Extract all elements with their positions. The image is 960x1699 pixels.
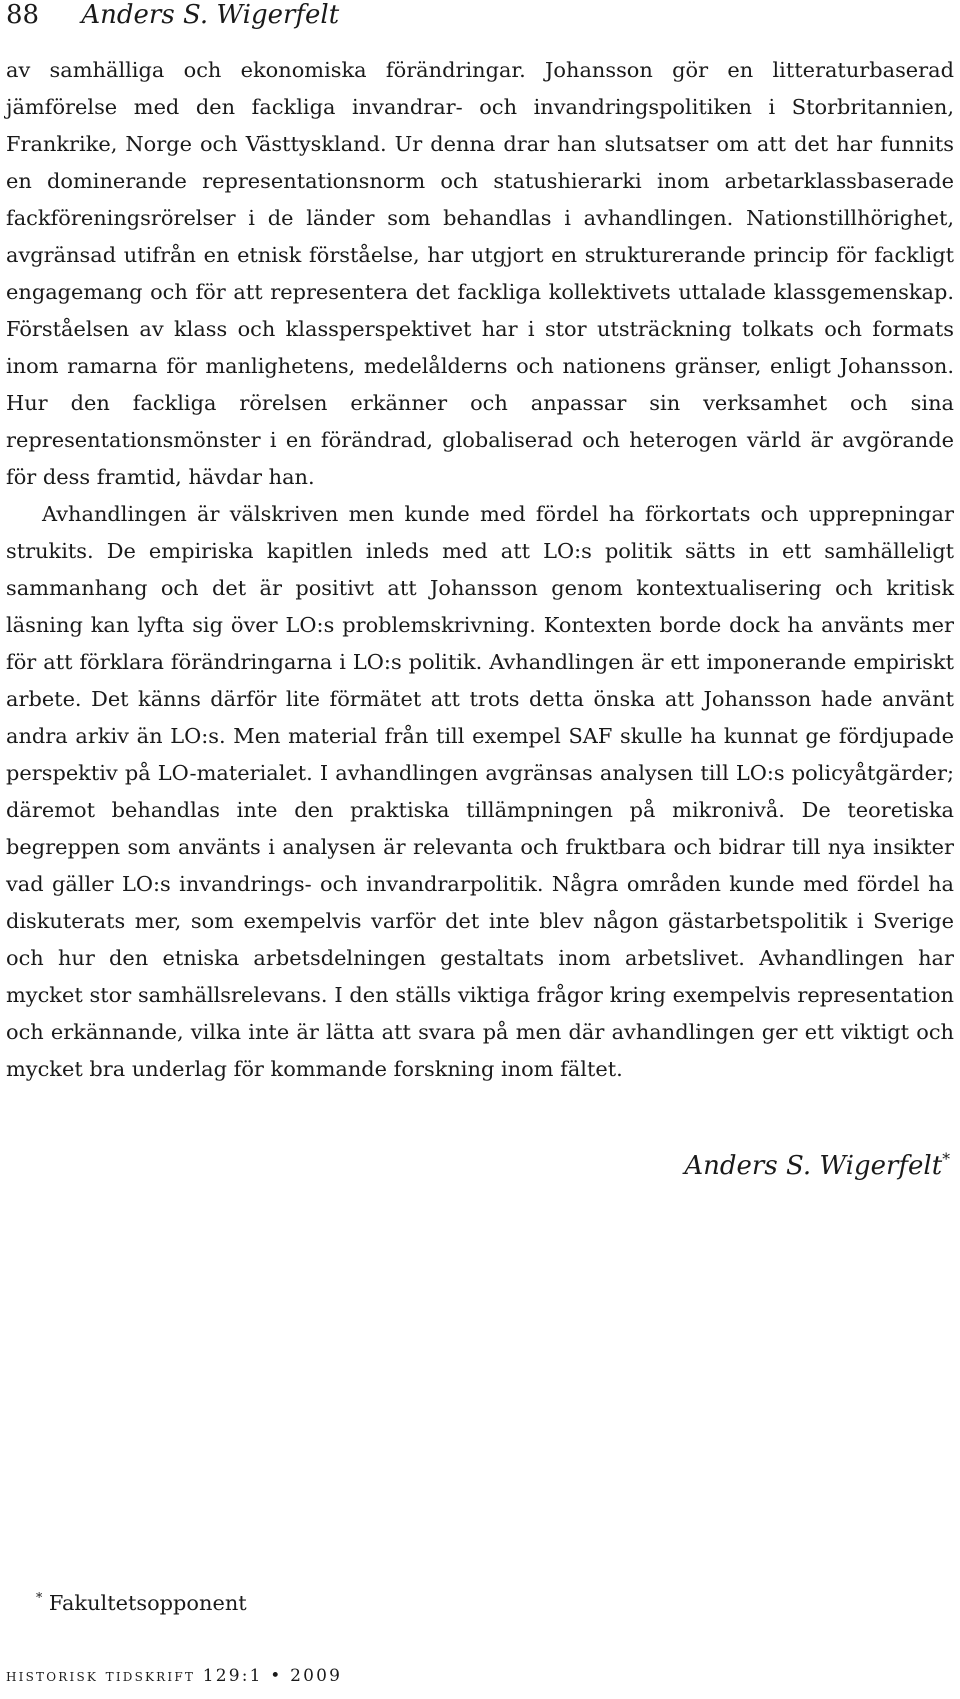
signature-footnote-mark: * (942, 1150, 950, 1169)
journal-footer: historisk tidskrift 129:1 • 2009 (6, 1666, 343, 1686)
signature-name: Anders S. Wigerfelt (684, 1151, 943, 1181)
page-number: 88 (6, 0, 40, 30)
body-text (6, 52, 954, 1088)
footnote (36, 1590, 247, 1616)
footnote-text: Fakultetsopponent (48, 1591, 247, 1615)
author-signature (684, 1150, 950, 1182)
paragraph: Avhandlingen är välskriven men kunde med fördel ha förkortats och upprepningar strukits. De empiriska kapitlen inleds med att LO:s politik sätts in ett samhälleligt sammanhang och det är positivt att Johansson genom kontextualisering och kritisk läsning kan lyfta sig över LO:s problemskrivning. Kontexten borde dock ha använts mer för att förklara förändringarna i LO:s politik. Avhandlingen är ett imponerande empiriskt arbete. Det känns därför lite förmätet att trots detta önska att Johansson hade använt andra arkiv än LO:s. Men material från till exempel SAF skulle ha kunnat ge fördjupade perspektiv på LO-materialet. I avhandlingen avgränsas analysen till LO:s policyåtgärder; däremot behandlas inte den praktiska tillämpningen på mikronivå. De teoretiska begreppen som använts i analysen är relevanta och fruktbara och bidrar till nya insikter vad gäller LO:s invandrings- och invandrarpolitik. Några områden kunde med fördel ha diskuterats mer, som exempelvis varför det inte blev någon gästarbetspolitik i Sverige och hur den etniska arbetsdelningen gestaltats inom arbetslivet. Avhandlingen har mycket stor samhällsrelevans. I den ställs viktiga frågor kring exempelvis representation och erkännande, vilka inte är lätta att svara på men där avhandlingen ger ett viktigt och mycket bra underlag för kommande forskning inom fältet. (6, 502, 954, 1081)
running-header (6, 0, 339, 30)
paragraph: av samhälliga och ekonomiska förändringar. Johansson gör en litteraturbaserad jämförelse med den fackliga invandrar- och invandringspolitiken i Storbritannien, Frankrike, Norge och Västtyskland. Ur denna drar han slutsatser om att det har funnits en dominerande representationsnorm och statushierarki inom arbetarklassbaserade fackföreningsrörelser i de länder som behandlas i avhandlingen. Nationstillhörighet, avgränsad utifrån en etnisk förståelse, har utgjort en strukturerande princip för fackligt engagemang och för att representera det fackliga kollektivets uttalade klassgemenskap. Förståelsen av klass och klassperspektivet har i stor utsträckning tolkats och formats inom ramarna för manlighetens, medelålderns och nationens gränser, enligt Johansson. Hur den fackliga rörelsen erkänner och anpassar sin verksamhet och sina representationsmönster i en förändrad, globaliserad och heterogen värld är avgörande för dess framtid, hävdar han. (6, 58, 954, 489)
footnote-mark: * (36, 1590, 43, 1606)
running-author: Anders S. Wigerfelt (81, 0, 340, 30)
